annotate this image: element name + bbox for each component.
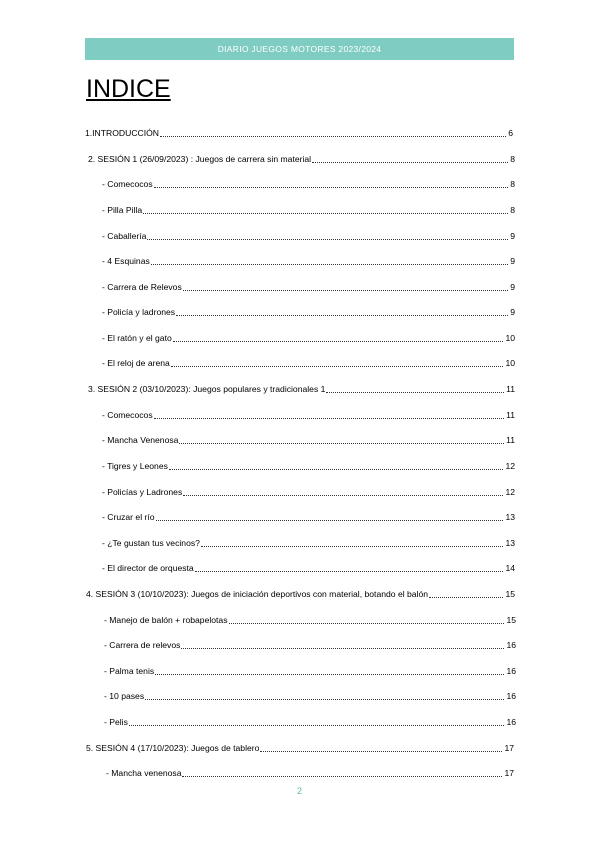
- toc-entry-page: 12: [505, 461, 515, 471]
- toc-dot-leader: [154, 418, 504, 419]
- toc-dot-leader: [143, 213, 508, 214]
- toc-entry-page: 8: [510, 205, 515, 215]
- toc-entry-label: - Policía y ladrones: [102, 307, 176, 317]
- toc-entry[interactable]: [86, 589, 515, 600]
- toc-entry-page: 17: [504, 743, 514, 753]
- toc-entry-label: 5. SESIÓN 4 (17/10/2023): Juegos de tablero: [86, 743, 260, 753]
- toc-entry[interactable]: [102, 205, 515, 216]
- toc-dot-leader: [181, 648, 504, 649]
- toc-entry-page: 9: [510, 231, 515, 241]
- toc-entry-page: 11: [506, 435, 515, 445]
- toc-entry[interactable]: [85, 128, 513, 139]
- toc-dot-leader: [169, 469, 504, 470]
- toc-dot-leader: [129, 725, 505, 726]
- toc-entry[interactable]: [102, 410, 515, 421]
- toc-entry-label: - Carrera de Relevos: [102, 282, 182, 292]
- toc-dot-leader: [155, 674, 504, 675]
- toc-entry[interactable]: [104, 666, 516, 677]
- toc-entry-page: 16: [506, 691, 516, 701]
- toc-dot-leader: [156, 520, 504, 521]
- toc-entry[interactable]: [104, 640, 516, 651]
- toc-entry-page: 11: [506, 384, 515, 394]
- toc-entry-label: - Pilla Pilla: [102, 205, 143, 215]
- toc-dot-leader: [326, 392, 504, 393]
- toc-entry-page: 12: [505, 487, 515, 497]
- toc-entry-label: - Carrera de relevos: [104, 640, 181, 650]
- toc-dot-leader: [195, 571, 504, 572]
- toc-dot-leader: [429, 597, 503, 598]
- running-header: [85, 38, 514, 60]
- toc-entry[interactable]: [88, 384, 515, 395]
- toc-entry-label: - 10 pases: [104, 691, 145, 701]
- toc-entry-label: - Mancha venenosa: [106, 768, 182, 778]
- toc-entry[interactable]: [88, 154, 515, 165]
- toc-entry-label: - El ratón y el gato: [102, 333, 172, 343]
- toc-entry[interactable]: [102, 435, 515, 446]
- toc-dot-leader: [201, 546, 504, 547]
- toc-entry-label: - El director de orquesta: [102, 563, 194, 573]
- toc-dot-leader: [171, 366, 504, 367]
- toc-entry[interactable]: [102, 512, 515, 523]
- toc-entry-page: 16: [506, 666, 516, 676]
- toc-entry-label: - 4 Esquinas: [102, 256, 150, 266]
- toc-entry[interactable]: [104, 691, 516, 702]
- toc-entry-label: 4. SESIÓN 3 (10/10/2023): Juegos de iniciación deportivos con material, botando el balón: [86, 589, 429, 599]
- toc-dot-leader: [145, 699, 504, 700]
- toc-dot-leader: [229, 623, 505, 624]
- toc-entry[interactable]: [102, 179, 515, 190]
- toc-entry-label: - Palma tenis: [104, 666, 155, 676]
- toc-entry[interactable]: [102, 538, 515, 549]
- toc-entry-page: 8: [510, 179, 515, 189]
- toc-entry[interactable]: [104, 717, 516, 728]
- toc-entry-page: 16: [506, 717, 516, 727]
- toc-dot-leader: [183, 495, 503, 496]
- toc-entry-page: 15: [506, 615, 516, 625]
- toc-entry[interactable]: [102, 256, 515, 267]
- toc-entry-label: - Mancha Venenosa: [102, 435, 179, 445]
- toc-entry-page: 15: [505, 589, 515, 599]
- toc-entry-page: 8: [510, 154, 515, 164]
- toc-dot-leader: [147, 239, 508, 240]
- toc-entry-page: 9: [510, 282, 515, 292]
- toc-entry[interactable]: [102, 282, 515, 293]
- toc-entry[interactable]: [102, 231, 515, 242]
- toc-entry-label: 3. SESIÓN 2 (03/10/2023): Juegos populares y tradicionales 1: [88, 384, 326, 394]
- toc-dot-leader: [183, 290, 508, 291]
- toc-entry-page: 11: [506, 410, 515, 420]
- toc-entry-label: 2. SESIÓN 1 (26/09/2023) : Juegos de carrera sin material: [88, 154, 312, 164]
- toc-entry-page: 13: [505, 512, 515, 522]
- toc-entry-page: 10: [505, 333, 515, 343]
- page-title: INDICE: [86, 75, 171, 103]
- toc-entry-page: 14: [505, 563, 515, 573]
- toc-entry-label: - El reloj de arena: [102, 358, 170, 368]
- running-header-text: DIARIO JUEGOS MOTORES 2023/2024: [217, 44, 382, 54]
- toc-entry-label: - Tigres y Leones: [102, 461, 168, 471]
- toc-dot-leader: [173, 341, 504, 342]
- toc-dot-leader: [176, 315, 508, 316]
- toc-entry-page: 9: [510, 307, 515, 317]
- toc-entry-label: - Comecocos: [102, 410, 153, 420]
- toc-dot-leader: [151, 264, 508, 265]
- toc-entry-label: - Manejo de balón + robapelotas: [104, 615, 228, 625]
- toc-dot-leader: [179, 443, 504, 444]
- toc-entry[interactable]: [104, 615, 516, 626]
- toc-entry[interactable]: [106, 768, 514, 779]
- toc-entry[interactable]: [102, 358, 515, 369]
- toc-entry-label: - ¿Te gustan tus vecinos?: [102, 538, 200, 548]
- toc-entry[interactable]: [102, 487, 515, 498]
- toc-entry-page: 13: [505, 538, 515, 548]
- toc-entry-label: - Pelis: [104, 717, 128, 727]
- toc-dot-leader: [160, 136, 506, 137]
- toc-entry-page: 17: [504, 768, 514, 778]
- page-number: 2: [296, 786, 302, 796]
- toc-dot-leader: [260, 751, 502, 752]
- toc-dot-leader: [154, 187, 509, 188]
- toc-entry-label: 1.INTRODUCCIÓN: [85, 128, 160, 138]
- toc-entry[interactable]: [102, 461, 515, 472]
- toc-entry[interactable]: [102, 333, 515, 344]
- toc-entry[interactable]: [102, 307, 515, 318]
- toc-entry-label: - Caballería: [102, 231, 147, 241]
- toc-entry[interactable]: [102, 563, 515, 574]
- toc-entry-label: - Cruzar el río: [102, 512, 155, 522]
- toc-entry[interactable]: [86, 743, 514, 754]
- toc-entry-label: - Policías y Ladrones: [102, 487, 183, 497]
- toc-entry-page: 6: [508, 128, 513, 138]
- toc-entry-page: 16: [506, 640, 516, 650]
- toc-entry-page: 10: [505, 358, 515, 368]
- toc-dot-leader: [182, 776, 502, 777]
- toc-entry-page: 9: [510, 256, 515, 266]
- toc-entry-label: - Comecocos: [102, 179, 153, 189]
- toc-dot-leader: [312, 162, 508, 163]
